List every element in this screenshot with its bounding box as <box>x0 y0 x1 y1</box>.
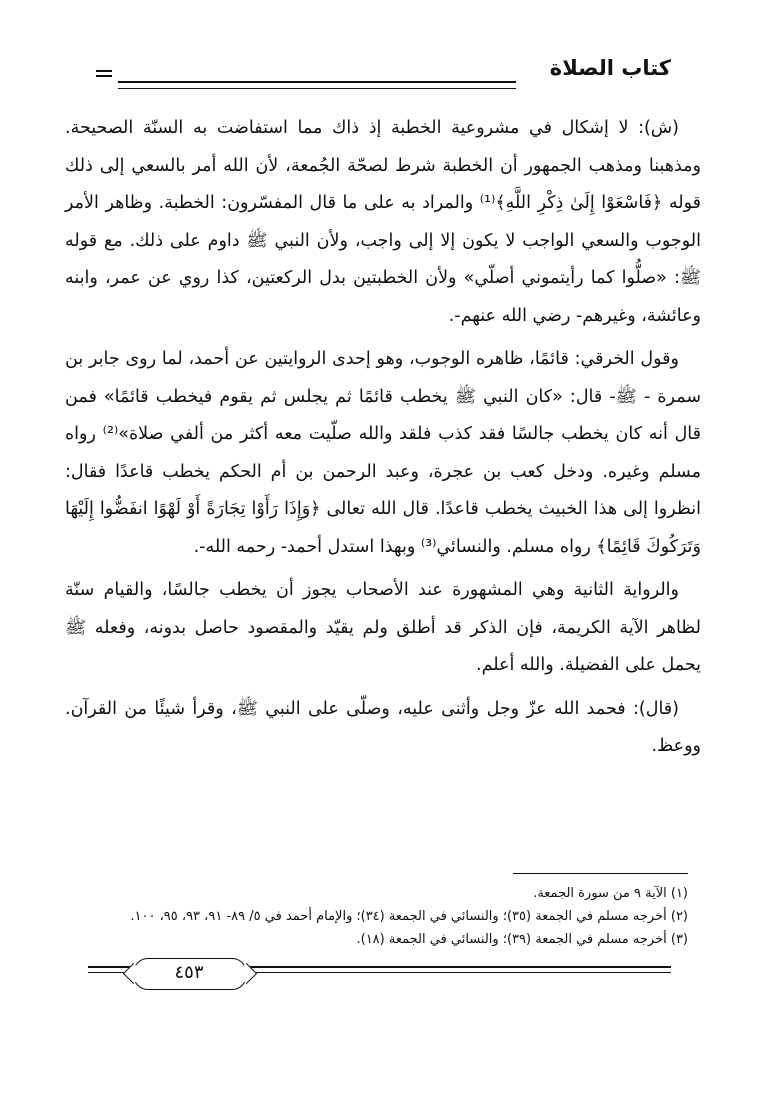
header-ornament-icon <box>96 70 112 80</box>
footnote-2: (٢) أخرجه مسلم في الجمعة (٣٥)؛ والنسائي في الجمعة (٣٤)؛ والإمام أحمد في ٥/ ٨٩- ٩١، ٩٣، ٩٥، ١٠٠. <box>130 909 688 924</box>
footnotes <box>38 882 688 951</box>
main-text <box>65 110 701 772</box>
footnote-3: (٣) أخرجه مسلم في الجمعة (٣٩)؛ والنسائي في الجمعة (١٨). <box>356 932 688 947</box>
paragraph-qala: (قال): فحمد الله عزّ وجل وأثنى عليه، وصلّى على النبي ﷺ، وقرأ شيئًا من القرآن. ووعظ. <box>65 698 701 756</box>
footnote-1: (١) الآية ٩ من سورة الجمعة. <box>533 886 688 901</box>
paragraph-commentary: (ش): لا إشكال في مشروعية الخطبة إذ ذاك مما استفاضت به السنّة الصحيحة. ومذهبنا ومذهب الجمهور أن الخطبة شرط لصحّة الجُمعة، لأن الله أمر بالسعي إلى ذلك قوله ﴿فَاسْعَوْا إِلَىٰ ذِكْرِ اللَّهِ﴾⁽¹⁾ والمراد به على ما قال المفسّرون: الخطبة. وظاهر الأمر الوجوب والسعي الواجب لا يكون إلا إلى واجب، ولأن النبي ﷺ داوم على ذلك. مع قوله ﷺ: «صلُّوا كما رأيتموني أصلّي» ولأن الخطبتين بدل الركعتين، كذا روي عن عمر، وابنه وعائشة، وغيرهم- رضي الله عنهم-. <box>65 118 701 326</box>
page-number: ٤٥٣ <box>174 962 204 983</box>
header-rule <box>118 81 516 89</box>
footnote-separator <box>513 873 688 874</box>
running-header-title: كتاب الصلاة <box>549 56 671 80</box>
paragraph-second-narration: والرواية الثانية وهي المشهورة عند الأصحاب يجوز أن يخطب جالسًا، والقيام سنّة لظاهر الآية الكريمة، فإن الذكر قد أطلق ولم يقيّد والمقصود حاصل بدونه، وفعله ﷺ يحمل على الفضيلة. والله أعلم. <box>65 580 701 675</box>
paragraph-kharqi: وقول الخرقي: قائمًا، ظاهره الوجوب، وهو إحدى الروايتين عن أحمد، لما روى جابر بن سمرة - ﷺ- قال: «كان النبي ﷺ يخطب قائمًا ثم يجلس ثم يقوم فيخطب قائمًا» فمن قال أنه كان يخطب جالسًا فقد كذب فلقد والله صلّيت معه أكثر من ألفي صلاة»⁽²⁾ رواه مسلم وغيره. ودخل كعب بن عجرة، وعبد الرحمن بن أم الحكم يخطب قاعدًا فقال: انظروا إلى هذا الخبيث يخطب قاعدًا. قال الله تعالى ﴿وَإِذَا رَأَوْا تِجَارَةً أَوْ لَهْوًا انفَضُّوا إِلَيْهَا وَتَرَكُوكَ قَائِمًا﴾ رواه مسلم. والنسائي⁽³⁾ وبهذا استدل أحمد- رحمه الله-. <box>65 349 702 557</box>
